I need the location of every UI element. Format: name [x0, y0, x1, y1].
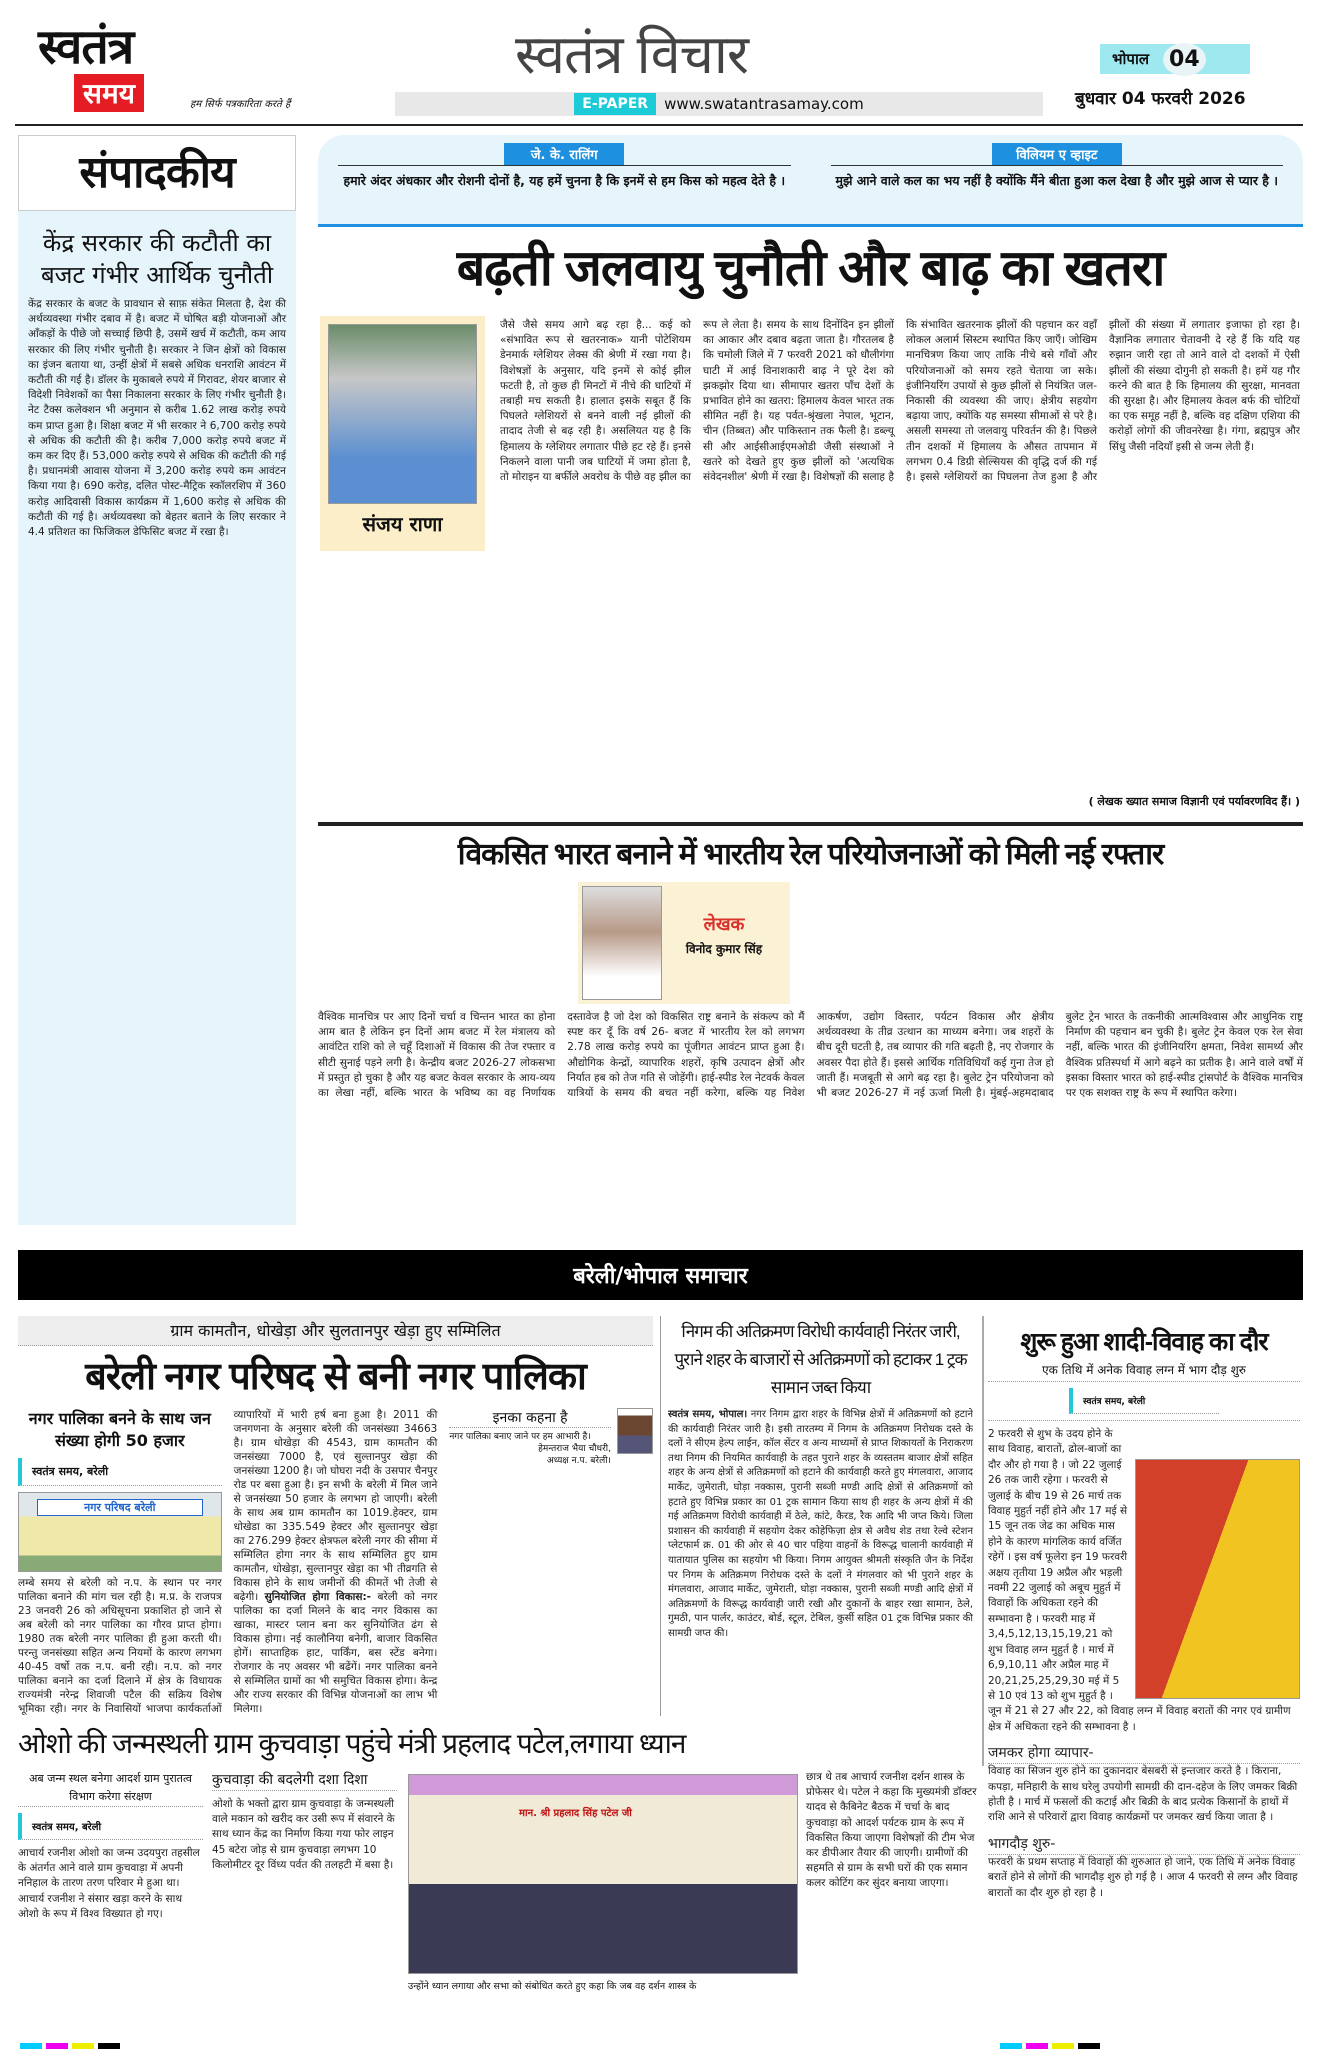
masthead-logo: [38, 22, 168, 112]
column-rule: [982, 1316, 984, 1766]
bareli-photo: [18, 1492, 222, 1572]
author-label: लेखक: [703, 914, 745, 935]
quote-name: हेमन्तराज भैया चौधरी,: [538, 1444, 611, 1454]
section-band-label: बरेली/भोपाल समाचार: [573, 1264, 748, 1289]
edition-badge: [1100, 44, 1250, 74]
quote-text: नगर पालिका बनाए जाने पर हम आभारी है।: [449, 1432, 591, 1442]
wedding-sub2-body: फरवरी के प्रथम सप्ताह में विवाहों की शुरुआत हो जाने, एक तिथि में अनेक विवाह बरातें होने से लोगों की भागदौड़ शुरु हो गई है । आज 4 फरवरी से लग्न और विवाह बारातों का दौर शुरु हो रहा है ।: [988, 1855, 1298, 1899]
bareli-body: [18, 1408, 653, 1720]
osho-body-3: छात्र थे तब आचार्य रजनीश दर्शन शास्त्र के प्रोफेसर थे। पटेल ने कहा कि मुख्यमंत्री डॉक्टर यादव से कैबिनेट बैठक में चर्चा के बाद कुचवाड़ा को आदर्श पर्यटक ग्राम के रूप में विकसित किया जाएगा विशेषज्ञों की टीम भेज कर डीपीआर तैयार की जाएगी। ग्रामीणों की सहमति से ग्राम के सभी घरों की एक समान कलर कोटिंग कर सुंदर बनाया जाएगा।: [806, 1771, 977, 1890]
editorial-column: [18, 135, 296, 1225]
wedding-subhead: एक तिथि में अनेक विवाह लग्न में भाग दौड़ शुरु: [988, 1362, 1300, 1382]
bareli-subhead: नगर पालिका बनने के साथ जन संख्या होगी 50 हजार: [28, 1409, 211, 1450]
tagline: हम सिर्फ पत्रकारिता करते हैं: [190, 99, 291, 110]
quotes-box: [318, 135, 1303, 227]
bareli-body-text: लम्बे समय से बरेली को न.प. के स्थान पर नगर पालिका बनाने की मांग चल रही है। म.प्र. के राजपत्र 23 जनवरी 26 को अधिसूचना प्रकाशित हो जाने से अब बरेली को नगर पालिका का गौरव प्राप्त होगा। 1980 तक बरेली नगर पालिका ही हुआ करती थी। परन्तु जनसंख्या सहित अन्य नियमों के कारण लगभग 40-45 वर्षो तक न.प. बनी रही। न.प. को नगर पालिका बनाने का दर्जा दिलाने में क्षेत्र के विधायक राज्यमंत्री नरेन्द्र शिवाजी पटैल की सक्रिय विशेष भूमिका रही। नगर के निवासियों भाजपा कार्यकर्ताओं व्यापारियों में भारी हर्ष बना हुआ है। 2011 की जनगणना के अनुसार बरेली की जनसंख्या 34663 है। ग्राम धोखेड़ा की 4543, ग्राम कामतौन की जनसंख्या 7000 है, एवं सुल्तानपुर खेड़ा की जनसंख्या 1200 है। जो घोघरा नदी के उसपार चैनपुर रोड पर बसा हुआ है। इन सभी के बरेली में मिल जाने से जनसंख्या 50 हजार के लगभग हो जाएगी। बरेली के साथ अब ग्राम कामतौन का 1019.हेक्टर, ग्राम धोखेडा का 335.549 हेक्टर और सुल्तानपुर खेड़ा का 276.299 हेक्टर क्षेत्रफल बरेली नगर की सीमा में सम्मिलित होगा नगर के साथ सम्मिलित हुए ग्राम कामतौन, धोखेड़ा, सुल्तानपुर खेड़ा का भी तीव्रगति से विकास होने के साथ जमीनों की कीमतें भी तेजी से बढ़ेगी।: [18, 1409, 438, 1715]
event-banner-text: मान. श्री प्रहलाद सिंह पटेल जी: [519, 1808, 632, 1819]
wedding-headline: शुरू हुआ शादी-विवाह का दौर: [1020, 1328, 1268, 1356]
osho-body-1: आचार्य रजनीश ओशो का जन्म उदयपुरा तहसील के अंतर्गत आने वाले ग्राम कुचवाड़ा में अपनी ननिहाल के तारण तरण परिवार मे हुआ था। आचार्य रजनीश ने संसार खड़ा करने के साथ ओशो के रूप में विश्व विख्यात हो गए।: [18, 1847, 200, 1920]
osho-photo-caption: उन्होंने ध्यान लगाया और सभा को संबोधित करते हुए कहा कि जब वह दर्शन शास्त्र के: [408, 1981, 697, 1992]
masthead-rule: [15, 124, 1303, 126]
osho-headline: ओशो की जन्मस्थली ग्राम कुचवाड़ा पहुंचे मंत्री प्रहलाद पटेल,लगाया ध्यान: [18, 1728, 686, 1759]
climate-headline: बढ़ती जलवायु चुनौती और बाढ़ का खतरा: [456, 240, 1165, 296]
quote-author: जे. के. रालिंग: [504, 143, 624, 165]
osho-body-2: ओशो के भक्तो द्वारा ग्राम कुचवाड़ा के जन्मस्थली वाले मकान को खरीद कर उसी रूप में संवारने के साथ ध्यान केंद्र का निर्माण किया गया फोर लाइन 45 बटेरा जोड़ से ग्राम कुचवाड़ा लगभग 10 किलोमीटर दूर विंध्य पर्वत की तलहटी में बसा है।: [212, 1798, 395, 1871]
bareli-headline: बरेली नगर परिषद से बनी नगर पालिका: [85, 1356, 586, 1398]
osho-subhead: कुचवाड़ा की बदलेगी दशा दिशा: [212, 1770, 397, 1791]
edition-name: भोपाल: [1112, 50, 1150, 68]
logo-bottom: समय: [74, 74, 144, 112]
logo-top: स्वतंत्र: [38, 21, 134, 74]
page-title: स्वतंत्र विचार: [515, 25, 748, 85]
quote-text: मुझे आने वाले कल का भय नहीं है क्योंकि मैंने बीता हुआ कल देखा है और मुझे आज से प्यार है ।: [831, 165, 1284, 190]
bareli-kicker: ग्राम कामतौन, धोखेड़ा और सुलतानपुर खेड़ा हुए सम्मिलित: [18, 1316, 653, 1346]
osho-col-2: [212, 1770, 397, 2028]
wedding-sub1-body: विवाह का सिजन शुरु होने का दुकानदार बेसबरी से इन्तजार करते है । किराना, कपड़ा, मनिहारी के साथ घरेलु उपयोगी सामग्री की दान-दहेज के लिए जमकर बिक्री होती है । मार्च में फसलों की कटाई और बिक्री के बाद प्रत्येक किसानों के हाथों में राशि आने से परिवारों द्वारा विवाह कार्यक्रमों पर जमकर खर्च किया जाता है ।: [988, 1765, 1298, 1824]
bareli-sub2-label: सुनियोजित होगा विकास:-: [264, 1591, 372, 1603]
rail-headline: विकसित भारत बनाने में भारतीय रेल परियोजनाओं को मिली नई रफ्तार: [457, 838, 1164, 871]
rail-author-photo: [582, 886, 662, 1000]
climate-author-note: ( लेखक ख्यात समाज विज्ञानी एवं पर्यावरणविद हैं। ): [1088, 795, 1300, 808]
quote-role: अध्यक्ष न.प. बरेली।: [546, 1456, 611, 1466]
rail-author-name: विनोद कुमार सिंह: [685, 942, 763, 956]
bareli-byline: स्वतंत्र समय, बरेली: [18, 1458, 222, 1486]
nigam-body-text: नगर निगम द्वारा शहर के विभिन्न क्षेत्रों में अतिक्रमणों को हटाने की कार्यवाही निरंतर जारी है। इसी तारतम्य में निगम के अतिक्रमण निरोधक दस्ते के दलों ने सीएम हेल्प लाईन, कॉल सेंटर व अन्य माध्यमों से प्राप्त शिकायतों के निराकरण तथा निगम की नियमित कार्यवाही के तहत पुराने शहर के व्यस्ततम बाजार क्षेत्रों सहित शहर के अन्य क्षेत्रों से अतिक्रमणों को हटाने की कार्यवाही करते हुए मंगलवारा, आजाद मार्केट, जुमेराती, घोड़ा नक्कास, पुरानी सब्जी मण्डी आदि क्षेत्रों से अतिक्रमणों को हटाते हुए विभिन्न प्रकार का 01 ट्रक सामान किया साथ ही शहर के अन्य क्षेत्रों में की गई अतिक्रमण विरोधी कार्यवाही में ठेले, कांटे, कैरड, रैक आदि भी जप्त किये। जिला प्रशासन की कार्यवाही में सहयोग देकर कोहेफिज़ा क्षेत्र से अवैध शेड तथा रेल्वे स्टेशन प्लेटफार्म क्र. 01 की ओर से 40 चार पहिया वाहनों के विरूद्ध चालानी कार्यवाही में यातायात पुलिस का सहयोग भी किया। निगम आयुक्त श्रीमती संस्कृति जैन के निर्देश पर निगम के अतिक्रमण निरोधक दस्ते के दलों ने मंगलवार को भी पुराने शहर के मंगलवारा, आजाद मार्केट, जुमेराती, घोड़ा नक्कास, पुरानी सब्जी मण्डी आदि क्षेत्रों में अतिक्रमणों के विरूद्ध कार्यवाही जारी रखी और दुकानों के बाहर रखा सामान, ठेले, गुमठी, पान पार्लर, काउंटर, बोर्ड, स्टूल, टेबिल, कुर्सी सहित 01 ट्रक विभिन्न प्रकार की सामग्री जप्त की।: [668, 1409, 973, 1639]
wedding-article: [988, 1322, 1300, 1901]
author-photo: [328, 324, 477, 504]
quote-person-photo: [617, 1408, 653, 1454]
editorial-headline: केंद्र सरकार की कटौती का बजट गंभीर आर्थिक चुनौती: [40, 229, 274, 289]
quote-title: इनका कहना है: [449, 1408, 611, 1428]
wedding-body-text: 2 फरवरी से शुभ के उदय होने के साथ विवाह, बारातों, ढोल-बाजों का दौर और हो गया है । जो 22 जुलाई 26 तक जारी रहेगा । फरवरी से जुलाई के बीच 19 से 26 मार्च तक विवाह मुहुर्त नहीं होने और 17 मई से 15 जून तक जेढ का अधिक मास होने के कारण मांगलिक कार्य वर्जित रहेगें । इस वर्ष फूलेरा इन 19 फरवरी अक्षय तृतीया 19 अप्रैल और भड़ली नवमी 22 जुलाई को अबूच मुहुर्त में विवाहों कि अधिकता रहने की सम्भावना है । फरवरी माह में 3,4,5,12,13,15,19,21 को शुभ विवाह लग्न मुहुर्त है । मार्च में 6,9,10,11 और अप्रैल माह में 20,21,25,25,29,30 मई में 5 से 10 एवं 13 को शुभ मुहुर्त है । जून में 21 से 27 और 22, को विवाह लग्न में विवाह बरातों की नगर एवं ग्रामीण क्षेत्र में अधिकता रहने की सम्भावना है ।: [988, 1428, 1291, 1733]
osho-byline: स्वतंत्र समय, बरेली: [18, 1813, 203, 1840]
website-url[interactable]: www.swatantrasamay.com: [664, 95, 864, 113]
section-rule: [318, 822, 1303, 826]
wedding-couple-illustration: [1135, 1459, 1300, 1699]
quote-1: [318, 135, 811, 224]
quote-author: विलियम ए व्हाइट: [992, 143, 1122, 165]
page-number: 04: [1163, 43, 1206, 76]
climate-body: जैसे जैसे समय आगे बढ़ रहा है... कई को «संभावित रूप से खतरनाक» यानी पोटेशियम डेनमार्क ग्लेशियर लेक्स की श्रेणी में रखा गया है। विशेषज्ञों के अनुसार, यदि इनमें से कोई झील फटती है, तो कुछ ही मिनटों में नीचे की घाटियों में तबाही मच सकती है। हालात इसके सबूत हैं कि पिघलते ग्लेशियरों से बनने वाली नई झीलों की तादाद तेजी से बढ़ रही है। असलियत यह है कि हिमालय के ग्लेशियर लगातार पीछे हट रहे हैं। इनसे निकलने वाला पानी जब घाटियों में जमा होता है, तो मोराइन या बर्फीले अवरोध के पीछे वह झील का रूप ले लेता है। समय के साथ दिनोंदिन इन झीलों का आकार और दबाव बढ़ता जाता है। गौरतलब है कि चमोली जिले में 7 फरवरी 2021 को धौलीगंगा घाटी में आई विनाशकारी बाढ़ ने पूरे देश को झकझोर दिया था। सीमापार खतरा पाँच देशों के प्रभावित होने का खतरा: हिमालय केवल भारत तक सीमित नहीं है। यह पर्वत-श्रृंखला नेपाल, भूटान, चीन (तिब्बत) और पाकिस्तान तक फैली है। डब्ल्यू सी और आईसीआईएमओडी जैसी संस्थाओं ने खतरे को देखते हुए कुछ झीलों को 'अत्यधिक संवेदनशील' श्रेणी में रखा है। विशेषज्ञों की सलाह है कि संभावित खतरनाक झीलों की पहचान कर वहाँ लोकल अलार्म सिस्टम स्थापित किए जाएँ। जोखिम मानचित्रण किया जाए ताकि नीचे बसे गाँवों और परियोजनाओं को समय रहते चेताया जा सके। इंजीनियरिंग उपायों से कुछ झीलों से नियंत्रित जल- निकासी की व्यवस्था की जाए। क्षेत्रीय सहयोग बढ़ाया जाए, क्योंकि यह समस्या सीमाओं से परे है। असली समस्या तो जलवायु परिवर्तन की है। पिछले तीन दशकों में हिमालय के औसत तापमान में लगभग 0.4 डिग्री सेल्सियस की वृद्धि दर्ज की गई है। इससे ग्लेशियरों का पिघलना तेज हुआ है और झीलों की संख्या में लगातार इजाफा हो रहा है। वैज्ञानिक लगातार चेतावनी दे रहे हैं कि यदि यह रुझान जारी रहा तो आने वाले दो दशकों में ऐसी झीलों की संख्या दोगुनी हो सकती है। हमें यह गौर करने की बात है कि हिमालय की सुरक्षा, मानवता की सुरक्षा है। और हिमालय केवल बर्फ की चोटियों का एक समूह नहीं है, बल्कि वह दक्षिण एशिया की करोड़ों लोगों की जीवनरेखा है। गंगा, ब्रह्मपुत्र और सिंधु जैसी नदियाँ इसी से जन्म लेती हैं।: [500, 319, 1300, 484]
wedding-sub1: जमकर होगा व्यापार-: [988, 1743, 1300, 1764]
author-photo-box: [320, 316, 485, 551]
epaper-bar: [395, 92, 1043, 116]
wedding-sub2: भागदौड़ शुरु-: [988, 1834, 1300, 1855]
nigam-body: [668, 1408, 973, 1642]
bareli-sub2-text: बरेली को नगर पालिका का दर्जा मिलने के बाद नगर विकास का खाका, मास्टर प्लान बना कर सुनियोजित ढंग से विकास होगा। नई कालौनिया बनेगी, बाजार विकसित होगें। साप्ताहिक हाट, पार्किंग, बस स्टेंड बनेगा। रोजगार के नए अवसर भी बढेंगें। नगर पालिका बनने से सम्मिलित ग्रामों का भी समुचित विकास होगा। केन्द्र और राज्य सरकार की विभिन्न योजनाओं का लाभ भी मिलेगा।: [233, 1591, 438, 1715]
rail-author-box: [578, 882, 790, 1004]
osho-kicker: अब जन्म स्थल बनेगा आदर्श ग्राम पुरातत्व विभाग करेगा संरक्षण: [18, 1770, 203, 1807]
osho-col-1: [18, 1770, 203, 2028]
epaper-label: E-PAPER: [574, 93, 656, 115]
bareli-quote-box: [449, 1408, 653, 1467]
wedding-byline: स्वतंत्र समय, बरेली: [1069, 1388, 1219, 1414]
nigam-headline: निगम की अतिक्रमण विरोधी कार्यवाही निरंतर जारी, पुराने शहर के बाजारों से अतिक्रमणों को हटाकर 1 ट्रक सामान जब्त किया: [674, 1322, 967, 1397]
photo-sign: नगर परिषद बरेली: [37, 1499, 203, 1516]
quote-2: [811, 135, 1304, 224]
column-rule: [660, 1316, 661, 1716]
nigam-article: [668, 1318, 973, 1720]
editorial-label: संपादकीय: [18, 135, 296, 211]
section-band: [18, 1250, 1303, 1300]
rail-body: वैश्विक मानचित्र पर आए दिनों चर्चा व चिन्तन भारत का होना आम बात है लेकिन इन दिनों आम बजट में रेल मंत्रालय को आवंटित राशि को ले चहूँ दिशाओं में विकास की तेज रफ्तार व सीटी सुनाई पड़ने लगी है। केन्द्रीय बजट 2026-27 लोकसभा में प्रस्तुत हो चुका है और यह बजट केवल सरकार के आय-व्यय का लेखा नहीं, बल्कि भारत के भविष्य का वह निर्णायक दस्तावेज है जो देश को विकसित राष्ट्र बनाने के संकल्प को मैं स्पष्ट कर दूँ कि वर्ष 26- बजट में भारतीय रेल को लगभग 2.78 लाख करोड़ रुपये का पूंजीगत आवंटन प्राप्त हुआ है। औद्योगिक केन्द्रों, व्यापारिक शहरों, कृषि उत्पादन क्षेत्रों और निर्यात हब को तेज गति से जोड़ेंगी। हाई-स्पीड रेल नेटवर्क केवल यात्रियों के समय की बचत नहीं करेगा, बल्कि यह निवेश आकर्षण, उद्योग विस्तार, पर्यटन विकास और क्षेत्रीय अर्थव्यवस्था के तीव्र उत्थान का माध्यम बनेगा। जब शहरों के बीच दूरी घटती है, तब व्यापार की गति बढ़ती है, नए रोजगार के अवसर पैदा होते हैं। इससे आर्थिक गतिविधियाँ कई गुना तेज हो जाती हैं। मजबूती से आगे बढ़ रहा है। बुलेट ट्रेन परियोजना को भी बजट 2026-27 में नई ऊर्जा मिली है। मुंबई-अहमदाबाद बुलेट ट्रेन भारत के तकनीकी आत्मविश्वास और आधुनिक राष्ट्र निर्माण की पहचान बन चुकी है। बुलेट ट्रेन केवल एक रेल सेवा नहीं, बल्कि भारत की इंजीनियरिंग क्षमता, निवेश सामर्थ्य और वैश्विक प्रतिस्पर्धा में आगे बढ़ने का प्रतीक है। आने वाले वर्षों में इसका विस्तार भारत को हाई-स्पीड ट्रांसपोर्ट के वैश्विक मानचित्र पर एक सशक्त राष्ट्र के रूप में स्थापित करेगा।: [318, 1011, 1303, 1100]
wedding-body: [988, 1420, 1300, 1901]
quote-text: हमारे अंदर अंधकार और रोशनी दोनों है, यह हमें चुनना है कि इनमें से हम किस को महत्व देते है ।: [338, 165, 791, 190]
osho-event-photo: [408, 1774, 798, 1974]
registration-marks: [1000, 2034, 1104, 2053]
editorial-body: केंद्र सरकार के बजट के प्रावधान से साफ़ संकेत मिलता है, देश की अर्थव्यवस्था गंभीर दबाव में है। बजट में घोषित बड़ी योजनाओं और आँकड़ों के पीछे जो सच्चाई छिपी है, उसमें खर्च में कटौती, कम आय सरकार की लिए गंभीर चुनौती है। सरकार ने जिन क्षेत्रों को विकास का इंजन बताया था, उन्हीं क्षेत्रों में सबसे अधिक धनराशि आवंटन में कटौती की गई है। डॉलर के मुकाबले रुपये में गिरावट, शेयर बाजार से विदेशी निवेशकों का पैसा निकालना सरकार के लिए गंभीर चुनौती है। नेट टैक्स कलेक्शन भी अनुमान से करीब 1.62 लाख करोड़ रुपये कम प्राप्त हुआ है। शिक्षा बजट में भी सरकार ने 6,700 करोड़ रुपये से अधिक की कटौती की है। करीब 7,000 करोड़ रुपये बजट में कम कर दिए हैं। 53,000 करोड़ रुपये से अधिक की कटौती की गई है। प्रधानमंत्री आवास योजना में 3,200 करोड़ रुपये कम आवंटन किया गया है। 690 करोड़, दलित पोस्ट-मैट्रिक स्कॉलरशिप में 360 करोड़ आदिवासी विकास कार्यक्रम में 1,600 करोड़ से अधिक की कटौती की गई है। अर्थव्यवस्था को बेहतर बताने के लिए सरकार ने 4.4 प्रतिशत का फिजिकल डेफिसिट बजट में रखा है।: [28, 298, 286, 539]
registration-marks: [20, 2034, 124, 2053]
issue-date: बुधवार 04 फरवरी 2026: [1075, 89, 1246, 109]
author-name: संजय राणा: [362, 512, 443, 536]
nigam-byline: स्वतंत्र समय, भोपाल।: [668, 1409, 748, 1420]
